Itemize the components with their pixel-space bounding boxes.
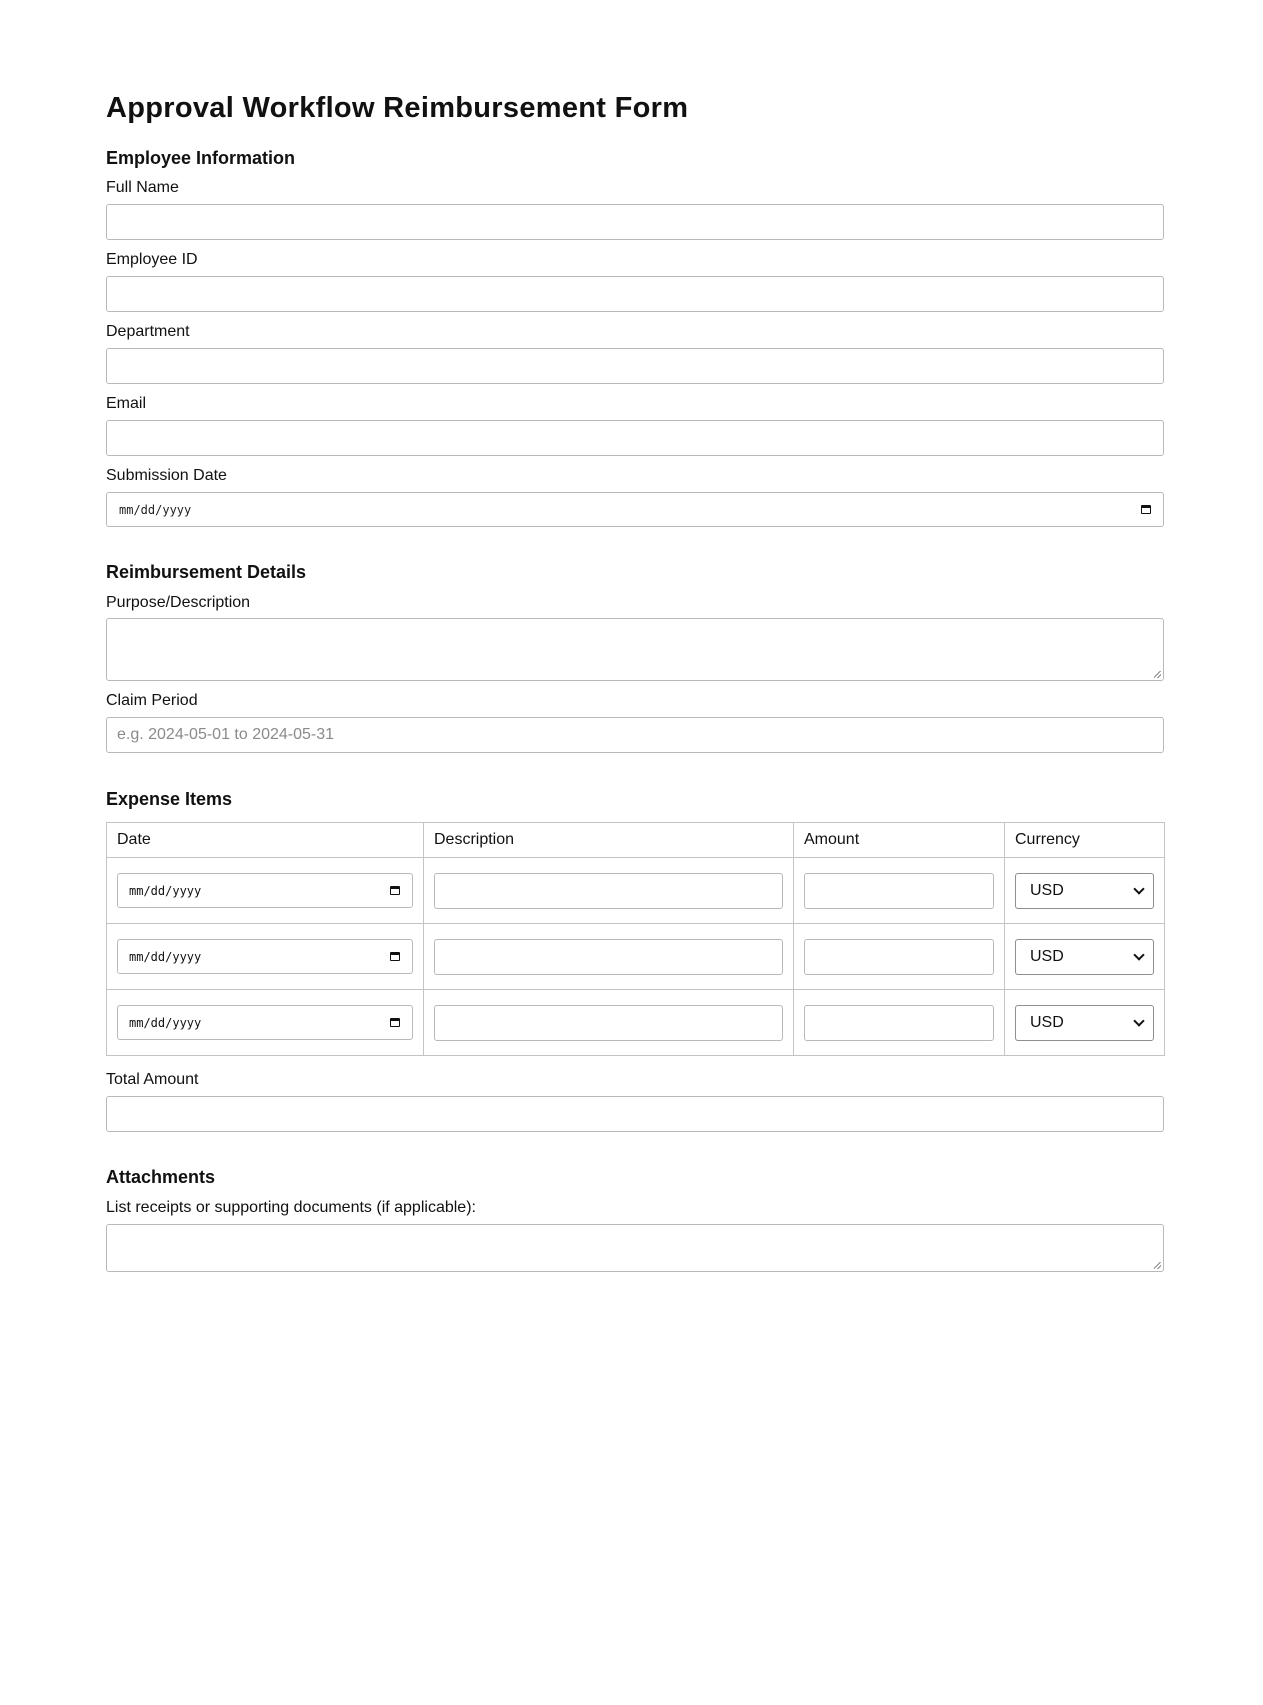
- description-cell: [424, 990, 794, 1056]
- currency-value: USD: [1030, 881, 1064, 899]
- column-header-currency: Currency: [1005, 823, 1165, 858]
- currency-value: USD: [1030, 1013, 1064, 1031]
- column-header-date: Date: [107, 823, 424, 858]
- currency-value: USD: [1030, 947, 1064, 965]
- attachments-section: [106, 1166, 1164, 1272]
- table-row: [107, 990, 1165, 1056]
- chevron-down-icon: [1133, 1015, 1144, 1026]
- currency-select[interactable]: [1015, 873, 1154, 909]
- reimbursement-section-title: Reimbursement Details: [106, 562, 307, 582]
- expenses-section: [106, 788, 1164, 1132]
- column-header-description: Description: [424, 823, 794, 858]
- reimbursement-form: [106, 80, 1164, 1272]
- full-name-input[interactable]: [106, 204, 1164, 240]
- attachments-textarea[interactable]: [106, 1224, 1164, 1272]
- date-cell: [107, 990, 424, 1056]
- description-cell: [424, 858, 794, 924]
- calendar-icon[interactable]: [390, 886, 400, 895]
- calendar-icon[interactable]: [390, 952, 400, 961]
- employee-id-label: Employee ID: [106, 251, 198, 268]
- chevron-down-icon: [1133, 949, 1144, 960]
- resize-grip-icon[interactable]: [1154, 671, 1161, 678]
- attachments-section-title: Attachments: [106, 1167, 216, 1187]
- purpose-label: Purpose/Description: [106, 594, 251, 611]
- full-name-label: Full Name: [106, 179, 179, 196]
- table-row: [107, 858, 1165, 924]
- page-title: Approval Workflow Reimbursement Form: [106, 92, 689, 124]
- date-placeholder: mm/dd/yyyy: [129, 883, 202, 898]
- currency-cell: [1005, 990, 1165, 1056]
- expense-description-input[interactable]: [434, 873, 783, 909]
- reimbursement-section: [106, 561, 1164, 753]
- expense-date-input[interactable]: [117, 873, 413, 908]
- employee-section: [106, 147, 1164, 527]
- description-cell: [424, 924, 794, 990]
- expense-description-input[interactable]: [434, 1005, 783, 1041]
- expense-date-input[interactable]: [117, 1005, 413, 1040]
- claim-period-label: Claim Period: [106, 692, 198, 709]
- expense-date-input[interactable]: [117, 939, 413, 974]
- email-label: Email: [106, 395, 147, 412]
- currency-cell: [1005, 858, 1165, 924]
- employee-id-input[interactable]: [106, 276, 1164, 312]
- total-amount-input[interactable]: [106, 1096, 1164, 1132]
- expense-amount-input[interactable]: [804, 1005, 994, 1041]
- calendar-icon[interactable]: [1141, 505, 1151, 514]
- purpose-textarea[interactable]: [106, 618, 1164, 681]
- amount-cell: [794, 990, 1005, 1056]
- expenses-section-title: Expense Items: [106, 789, 233, 809]
- amount-cell: [794, 924, 1005, 990]
- claim-period-input[interactable]: e.g. 2024-05-01 to 2024-05-31: [106, 717, 1164, 753]
- date-placeholder: mm/dd/yyyy: [129, 1015, 202, 1030]
- date-placeholder: mm/dd/yyyy: [129, 949, 202, 964]
- submission-date-placeholder: mm/dd/yyyy: [119, 502, 192, 517]
- date-cell: [107, 924, 424, 990]
- department-input[interactable]: [106, 348, 1164, 384]
- total-amount-label: Total Amount: [106, 1071, 199, 1088]
- chevron-down-icon: [1133, 883, 1144, 894]
- amount-cell: [794, 858, 1005, 924]
- expense-table: [106, 822, 1165, 1056]
- currency-select[interactable]: [1015, 1005, 1154, 1041]
- calendar-icon[interactable]: [390, 1018, 400, 1027]
- expense-description-input[interactable]: [434, 939, 783, 975]
- table-row: [107, 924, 1165, 990]
- department-label: Department: [106, 323, 190, 340]
- email-input[interactable]: [106, 420, 1164, 456]
- expense-amount-input[interactable]: [804, 939, 994, 975]
- currency-select[interactable]: [1015, 939, 1154, 975]
- attachments-label: List receipts or supporting documents (if applicable):: [106, 1199, 476, 1216]
- column-header-amount: Amount: [794, 823, 1005, 858]
- employee-section-title: Employee Information: [106, 148, 296, 168]
- expense-table-header: [107, 823, 1165, 858]
- submission-date-input[interactable]: [106, 492, 1164, 527]
- resize-grip-icon[interactable]: [1154, 1262, 1161, 1269]
- date-cell: [107, 858, 424, 924]
- expense-amount-input[interactable]: [804, 873, 994, 909]
- currency-cell: [1005, 924, 1165, 990]
- submission-date-label: Submission Date: [106, 467, 227, 484]
